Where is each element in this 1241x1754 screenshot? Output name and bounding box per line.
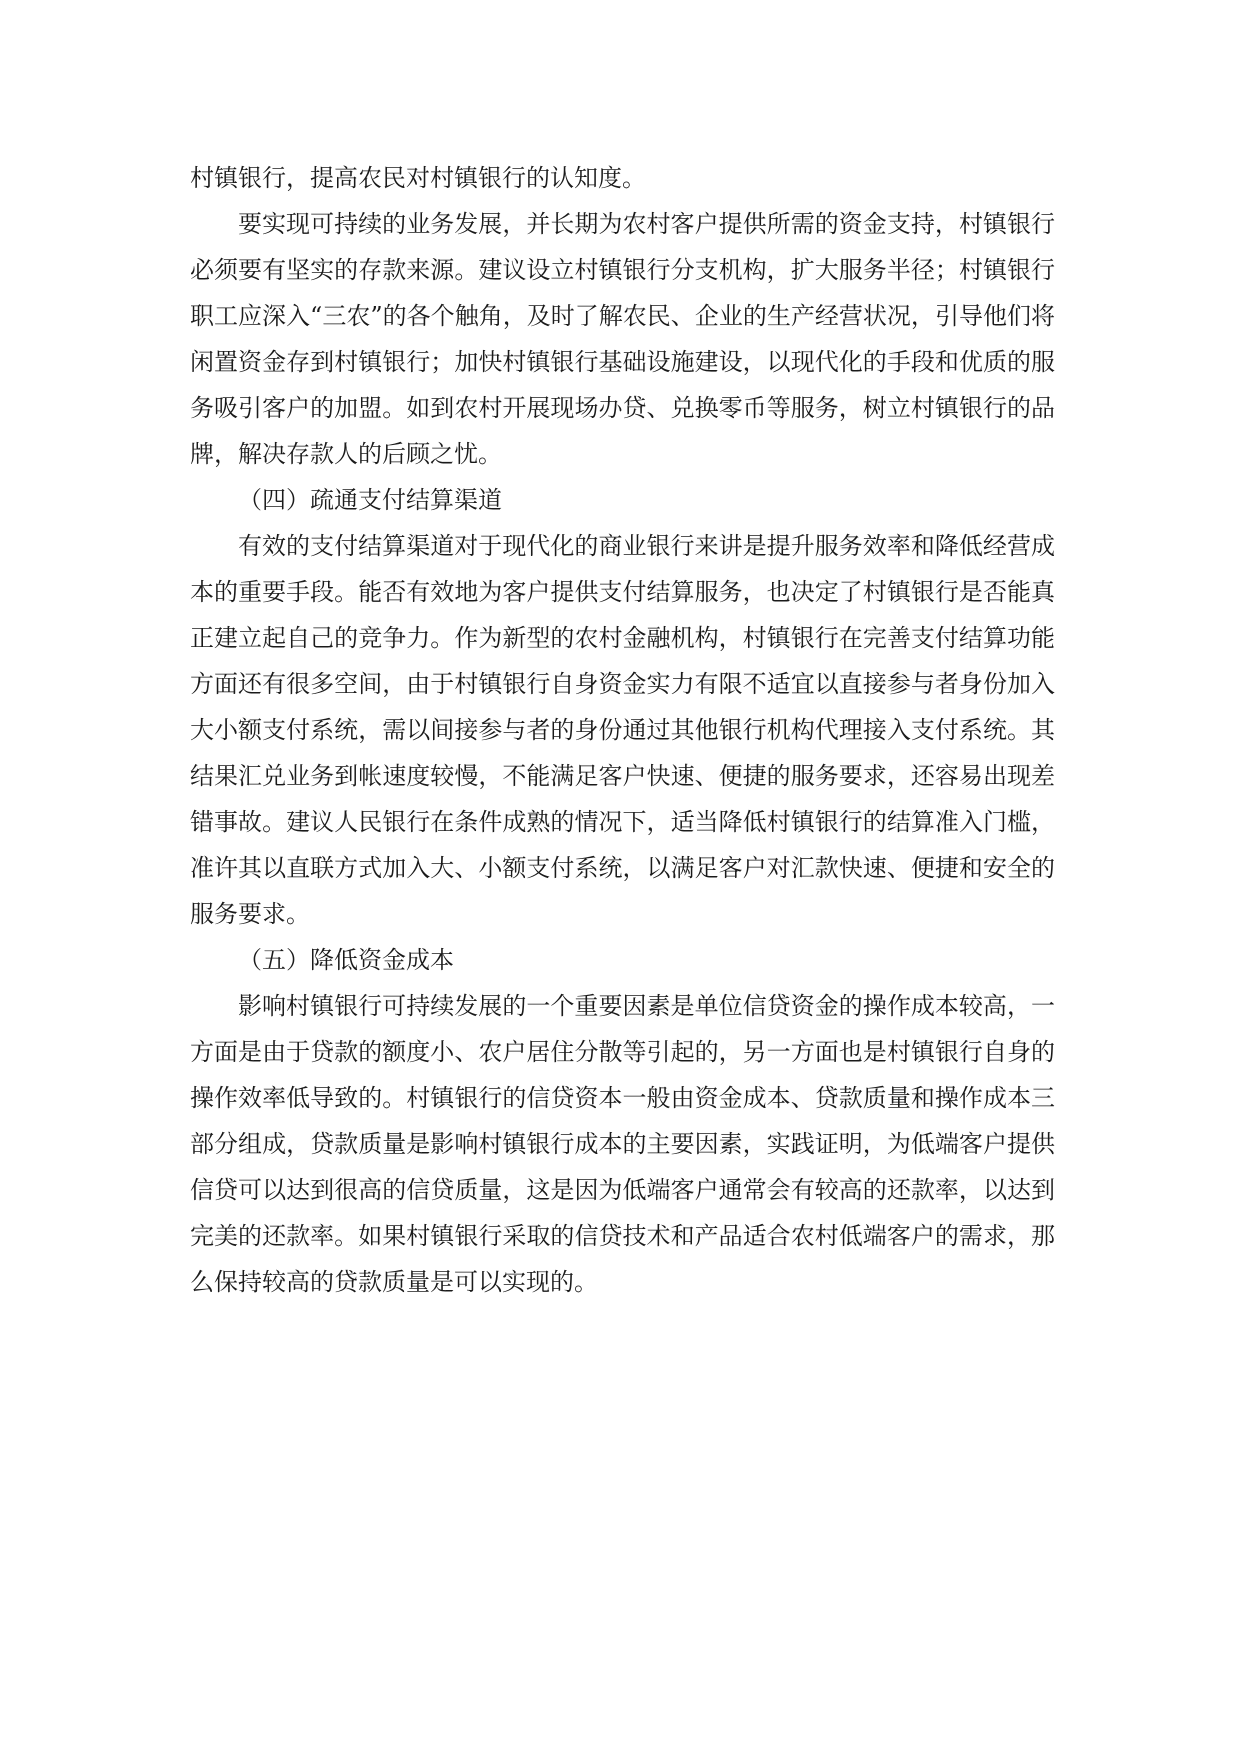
- section-heading-funding-cost: （五）降低资金成本: [238, 946, 454, 974]
- paragraph-deposit-source: 要实现可持续的业务发展，并长期为农村客户提供所需的资金支持，村镇银行必须要有坚实的存款来源。建议设立村镇银行分支机构，扩大服务半径；村镇银行职工应深入“三农”的各个触角，及时了解农民、企业的生产经营状况，引导他们将闲置资金存到村镇银行；加快村镇银行基础设施建设，以现代化的手段和优质的服务吸引客户的加盟。如到农村开展现场办贷、兑换零币等服务，树立村镇银行的品牌，解决存款人的后顾之忧。: [190, 210, 1055, 468]
- paragraph-continuation: 村镇银行，提高农民对村镇银行的认知度。: [190, 164, 646, 192]
- paragraph-payment-settlement: 有效的支付结算渠道对于现代化的商业银行来讲是提升服务效率和降低经营成本的重要手段。能否有效地为客户提供支付结算服务，也决定了村镇银行是否能真正建立起自己的竞争力。作为新型的农村金融机构，村镇银行在完善支付结算功能方面还有很多空间，由于村镇银行自身资金实力有限不适宜以直接参与者身份加入大小额支付系统，需以间接参与者的身份通过其他银行机构代理接入支付系统。其结果汇兑业务到帐速度较慢，不能满足客户快速、便捷的服务要求，还容易出现差错事故。建议人民银行在条件成熟的情况下，适当降低村镇银行的结算准入门槛，准许其以直联方式加入大、小额支付系统，以满足客户对汇款快速、便捷和安全的服务要求。: [190, 532, 1055, 928]
- section-heading-payment-channels: （四）疏通支付结算渠道: [238, 486, 502, 514]
- document-body: [190, 155, 1055, 1305]
- paragraph-funding-cost: 影响村镇银行可持续发展的一个重要因素是单位信贷资金的操作成本较高，一方面是由于贷款的额度小、农户居住分散等引起的，另一方面也是村镇银行自身的操作效率低导致的。村镇银行的信贷资本一般由资金成本、贷款质量和操作成本三部分组成，贷款质量是影响村镇银行成本的主要因素，实践证明，为低端客户提供信贷可以达到很高的信贷质量，这是因为低端客户通常会有较高的还款率，以达到完美的还款率。如果村镇银行采取的信贷技术和产品适合农村低端客户的需求，那么保持较高的贷款质量是可以实现的。: [190, 992, 1055, 1296]
